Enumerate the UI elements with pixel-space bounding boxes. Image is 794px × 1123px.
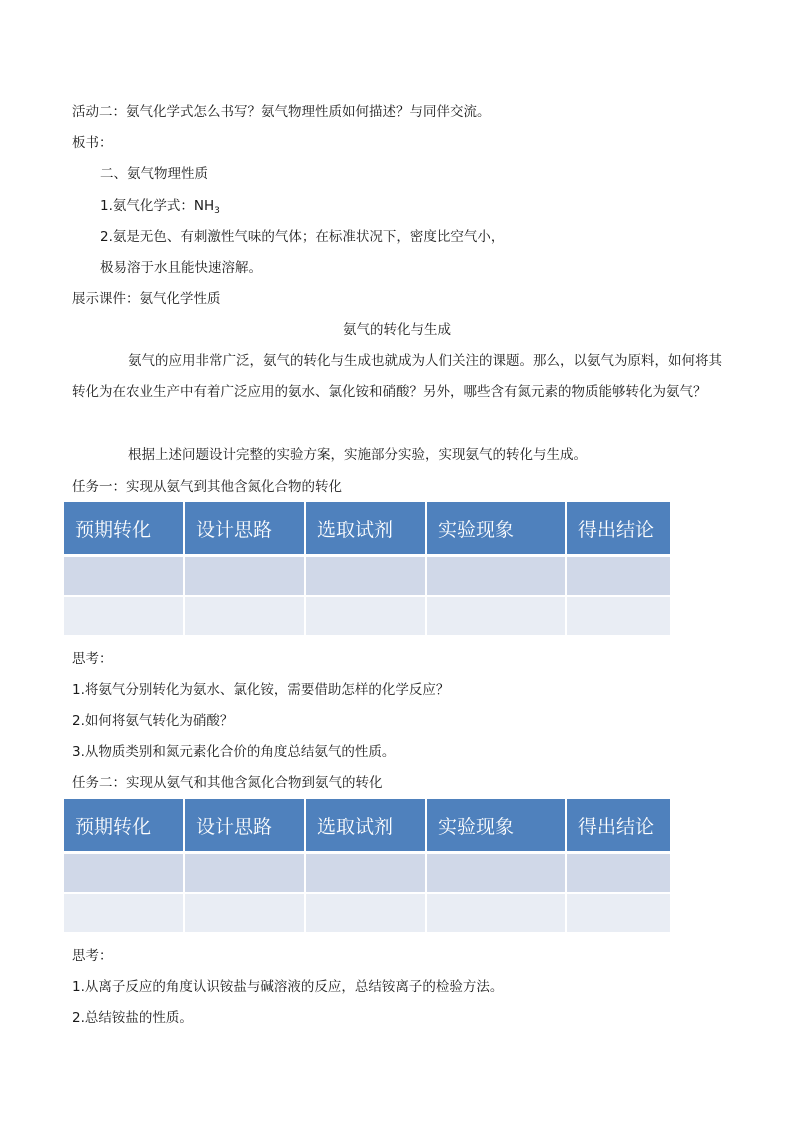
table-header-row (64, 799, 672, 854)
header-cell: 得出结论 (567, 502, 672, 557)
table-row (64, 894, 672, 934)
table-cell (427, 894, 567, 934)
table-row (64, 597, 672, 637)
header-cell: 选取试剂 (306, 799, 427, 854)
table-cell (64, 557, 185, 597)
table-cell (64, 894, 185, 934)
table-cell (567, 894, 672, 934)
table-cell (64, 597, 185, 637)
design-paragraph: 根据上述问题设计完整的实验方案，实施部分实验，实现氨气的转化与生成。 (128, 447, 587, 463)
property-line-1: 2.氨是无色、有刺激性气味的气体；在标准状况下，密度比空气小， (100, 229, 505, 245)
table-cell (567, 854, 672, 894)
property-line-2: 极易溶于水且能快速溶解。 (100, 260, 262, 276)
table-cell (567, 597, 672, 637)
table-row (64, 557, 672, 597)
task-2-title: 任务二：实现从氨气和其他含氮化合物到氨气的转化 (72, 775, 383, 791)
formula-prefix: 1.氨气化学式：NH (100, 198, 215, 214)
task-2-question: 2.总结铵盐的性质。 (72, 1010, 193, 1026)
formula-line (100, 196, 220, 221)
intro-paragraph: 氨气的应用非常广泛，氨气的转化与生成也就成为人们关注的课题。那么，以氨气为原料，如何将其转化为在农业生产中有着广泛应用的氨水、氯化铵和硝酸？另外，哪些含有氮元素的物质能够转化为氨气？ (72, 353, 722, 400)
blackboard-label: 板书： (72, 135, 113, 151)
task-1-question: 2.如何将氨气转化为硝酸？ (72, 713, 234, 729)
table-cell (185, 854, 306, 894)
header-cell: 选取试剂 (306, 502, 427, 557)
header-cell: 实验现象 (427, 799, 567, 854)
task-2-question: 1.从离子反应的角度认识铵盐与碱溶液的反应，总结铵离子的检验方法。 (72, 979, 504, 995)
activity-2-line: 活动二：氨气化学式怎么书写？氨气物理性质如何描述？与同伴交流。 (72, 104, 491, 120)
table-cell (306, 557, 427, 597)
header-cell: 设计思路 (185, 799, 306, 854)
header-cell: 设计思路 (185, 502, 306, 557)
header-cell: 得出结论 (567, 799, 672, 854)
task-1-table (64, 502, 672, 637)
table-header-row (64, 502, 672, 557)
formula-subscript: 3 (214, 206, 220, 216)
table-cell (427, 557, 567, 597)
table-cell (427, 597, 567, 637)
task-1-question: 1.将氨气分别转化为氨水、氯化铵，需要借助怎样的化学反应？ (72, 682, 450, 698)
header-cell: 预期转化 (64, 502, 185, 557)
table-cell (185, 597, 306, 637)
task-2-table (64, 799, 672, 934)
task-1-think-label: 思考： (72, 651, 113, 667)
header-cell: 预期转化 (64, 799, 185, 854)
task-1-question: 3.从物质类别和氮元素化合价的角度总结氨气的性质。 (72, 744, 396, 760)
table-cell (306, 894, 427, 934)
table-cell (427, 854, 567, 894)
table-cell (306, 597, 427, 637)
table-cell (64, 854, 185, 894)
table-row (64, 854, 672, 894)
table-cell (567, 557, 672, 597)
table-cell (306, 854, 427, 894)
subtitle: 氨气的转化与生成 (343, 322, 451, 338)
header-cell: 实验现象 (427, 502, 567, 557)
task-1-title: 任务一：实现从氨气到其他含氮化合物的转化 (72, 479, 342, 495)
courseware-label: 展示课件：氨气化学性质 (72, 291, 221, 307)
task-2-think-label: 思考： (72, 948, 113, 964)
table-cell (185, 894, 306, 934)
section-2-title: 二、氨气物理性质 (100, 166, 208, 182)
table-cell (185, 557, 306, 597)
